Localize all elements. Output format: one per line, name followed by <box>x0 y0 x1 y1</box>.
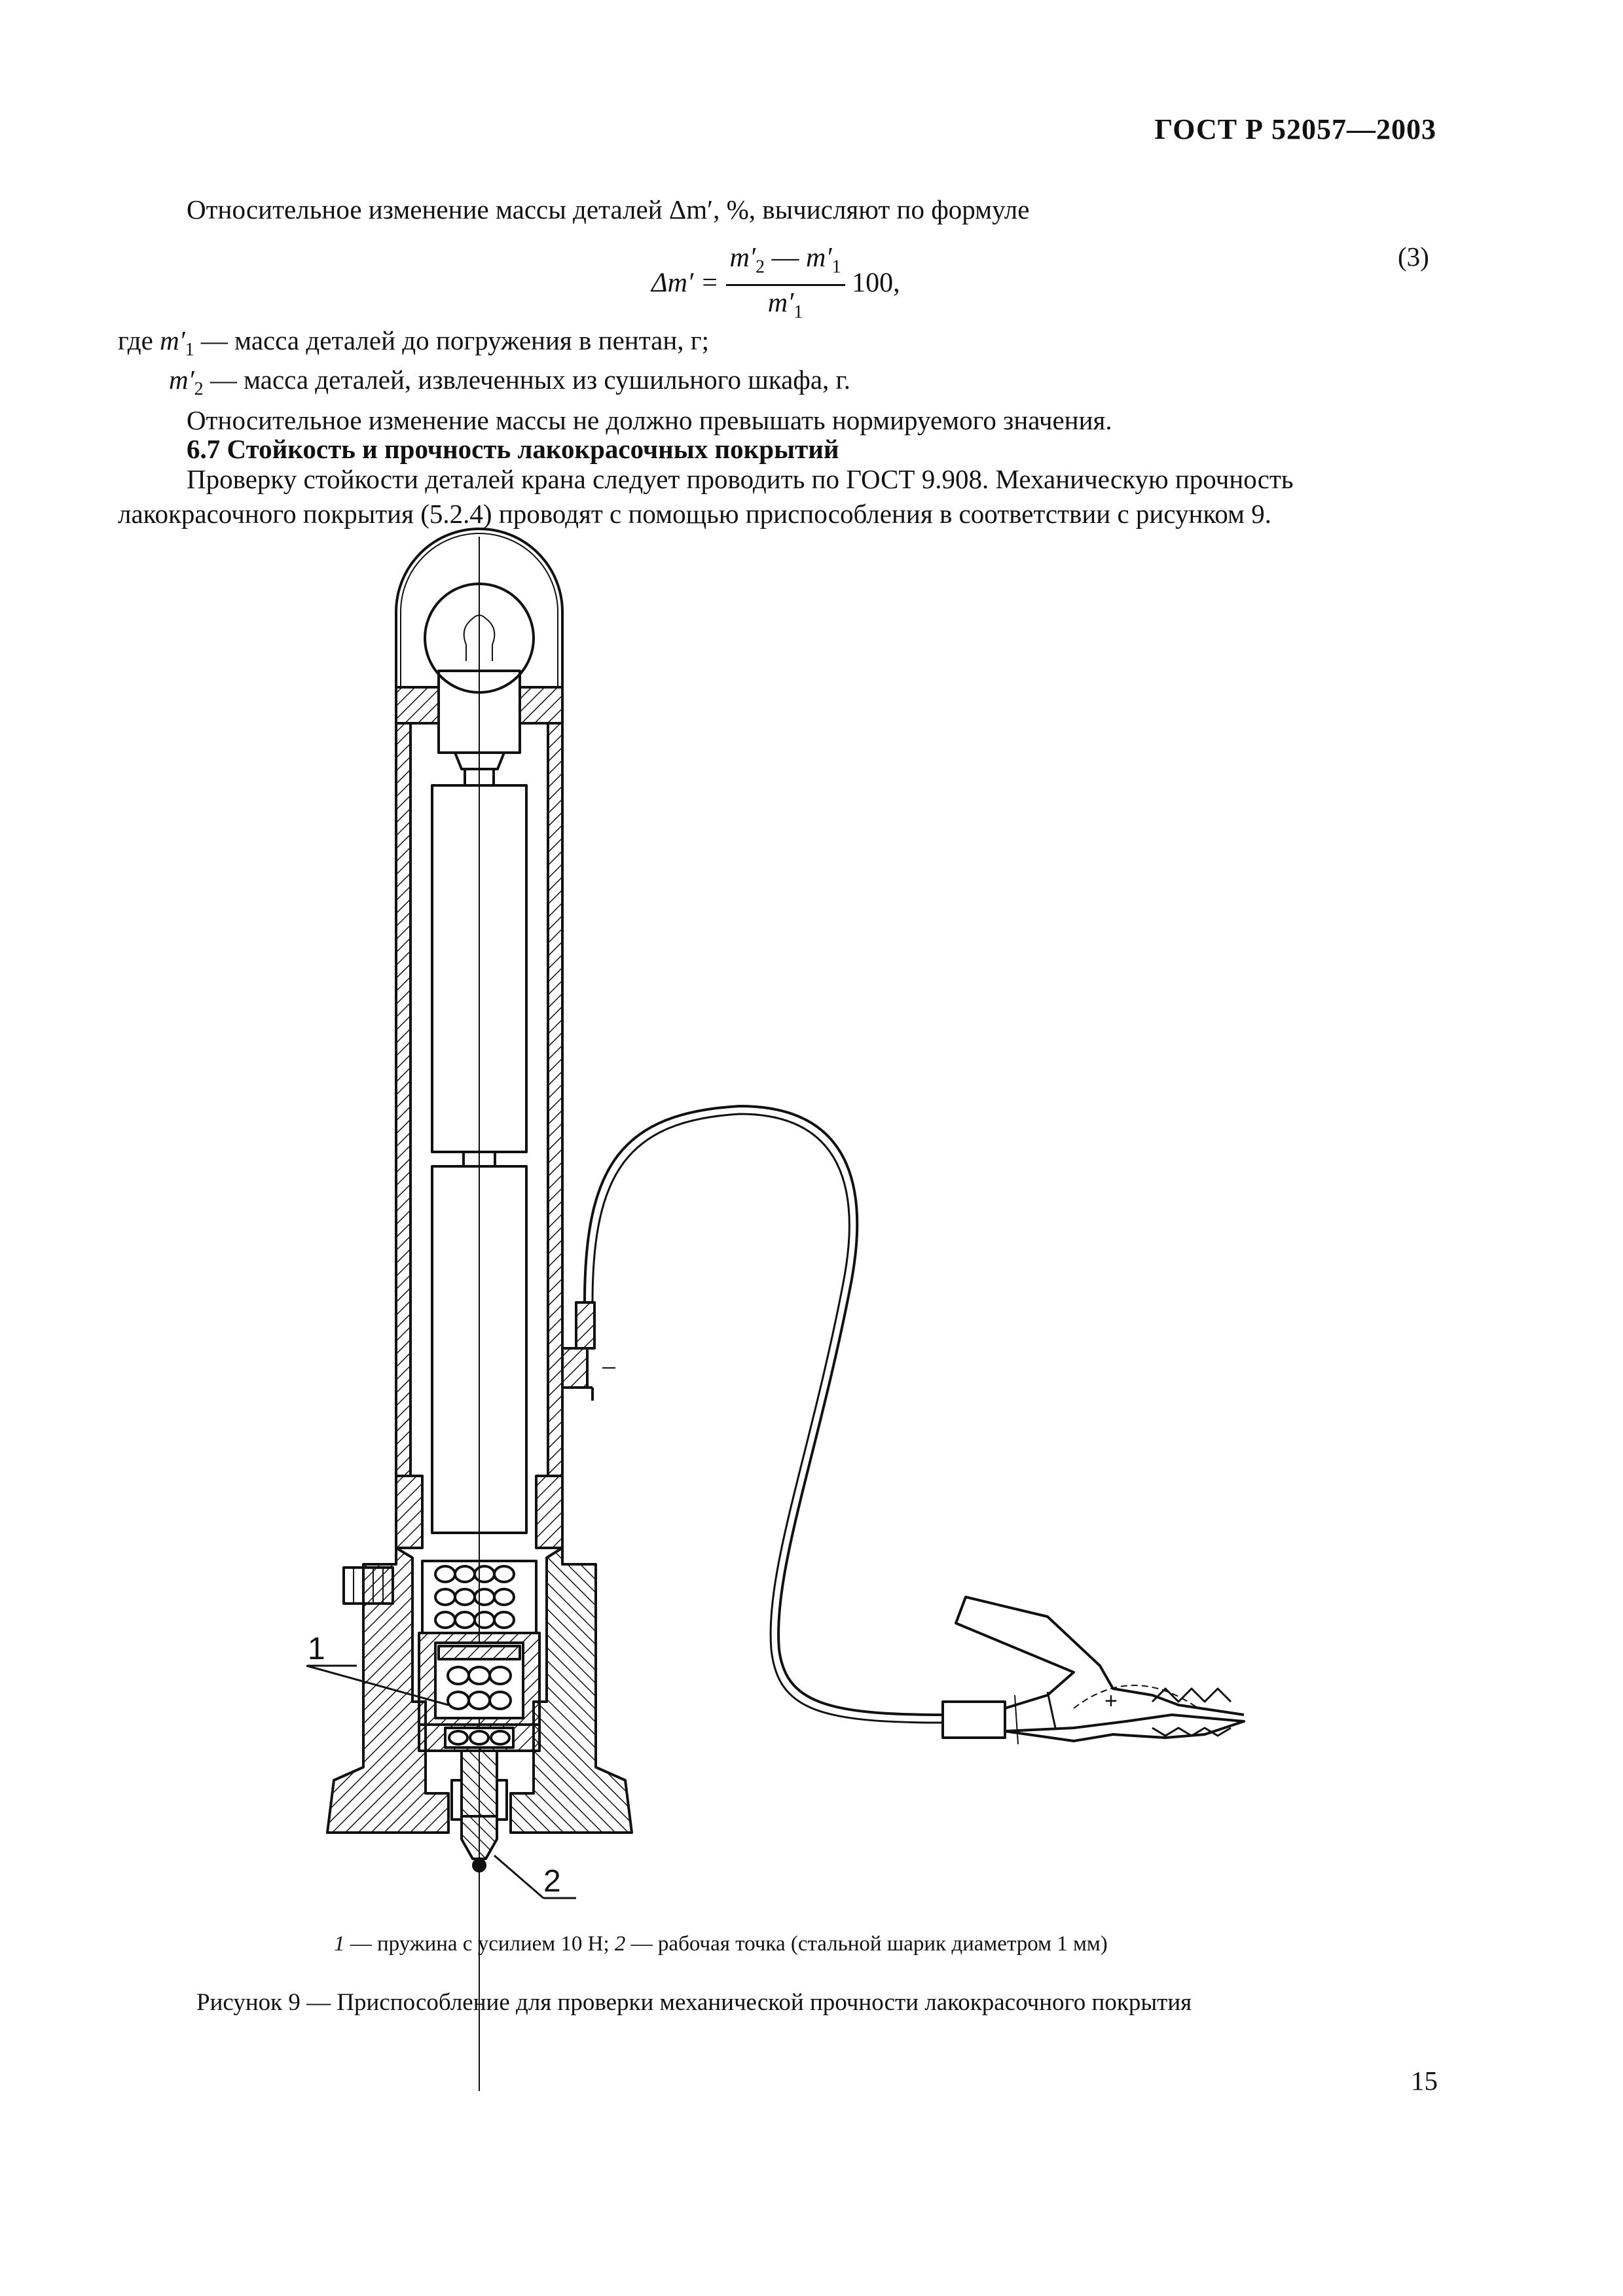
where-text-2: — масса деталей, извлеченных из сушильного шкафа, г. <box>210 365 850 395</box>
cable-plug <box>943 1702 1005 1738</box>
callout-2: 2 <box>543 1864 561 1899</box>
where-sub-2: 2 <box>194 379 204 400</box>
section-number: 6.7 <box>187 434 221 464</box>
document-header: ГОСТ Р 52057—2003 <box>1154 113 1436 145</box>
numerator-sub-b: 1 <box>831 257 841 278</box>
legend-1-number: 1 <box>334 1932 345 1956</box>
para2-line-2: лакокрасочного покрытия (5.2.4) проводят с помощью приспособления в соответствии с рисунком 9. <box>118 499 1271 529</box>
legend-1-text: — пружина с усилием 10 Н; <box>344 1932 615 1956</box>
intro-paragraph: Относительное изменение массы деталей Δm′, %, вычисляют по формуле <box>187 194 1030 224</box>
limit-paragraph: Относительное изменение массы не должно превышать нормируемого значения. <box>187 405 1112 435</box>
page-number: 15 <box>1411 2066 1438 2096</box>
formula-number: (3) <box>1398 242 1429 272</box>
callout-1: 1 <box>308 1632 325 1666</box>
denominator-sub: 1 <box>793 302 803 323</box>
numerator-minus: — <box>765 243 807 273</box>
where-symbol-1: m′ <box>160 325 185 355</box>
where-symbol-2: m′ <box>169 365 194 395</box>
top-flange-right <box>520 687 562 723</box>
section-title: Стойкость и прочность лакокрасочных покрытий <box>227 434 839 464</box>
tube-wall-right <box>548 723 562 1476</box>
numerator-sub-a: 2 <box>756 257 765 278</box>
where-sub-1: 1 <box>185 340 194 361</box>
tube-wall-left <box>396 723 410 1476</box>
top-flange-left <box>396 687 439 723</box>
para2-line-1: Проверку стойкости деталей крана следует проводить по ГОСТ 9.908. Механическую прочность <box>187 464 1294 494</box>
cable <box>585 1106 943 1715</box>
numerator-term-a: m′ <box>729 243 756 273</box>
legend-2-number: 2 <box>614 1932 626 1956</box>
denominator-term: m′ <box>767 288 794 319</box>
formula-lhs: Δm′ = <box>651 268 720 298</box>
where-prefix: где <box>118 325 153 355</box>
figure-title: Рисунок 9 — Приспособление для проверки механической прочности лакокрасочного покрытия <box>196 1989 1192 2016</box>
cable-clamp <box>562 1348 587 1388</box>
steel-ball <box>473 1859 485 1871</box>
numerator-term-b: m′ <box>806 243 832 273</box>
formula-factor: 100, <box>852 268 900 298</box>
where-text-1: — масса деталей до погружения в пентан, г; <box>200 325 709 355</box>
figure-legend <box>334 1932 1108 1956</box>
polarity-plus: + <box>1104 1689 1118 1713</box>
legend-2-text: — рабочая точка (стальной шарик диаметром 1 мм) <box>625 1932 1108 1956</box>
upper-spring <box>435 1566 514 1628</box>
working-tip <box>462 1816 497 1859</box>
callout-2-leader <box>494 1856 543 1898</box>
